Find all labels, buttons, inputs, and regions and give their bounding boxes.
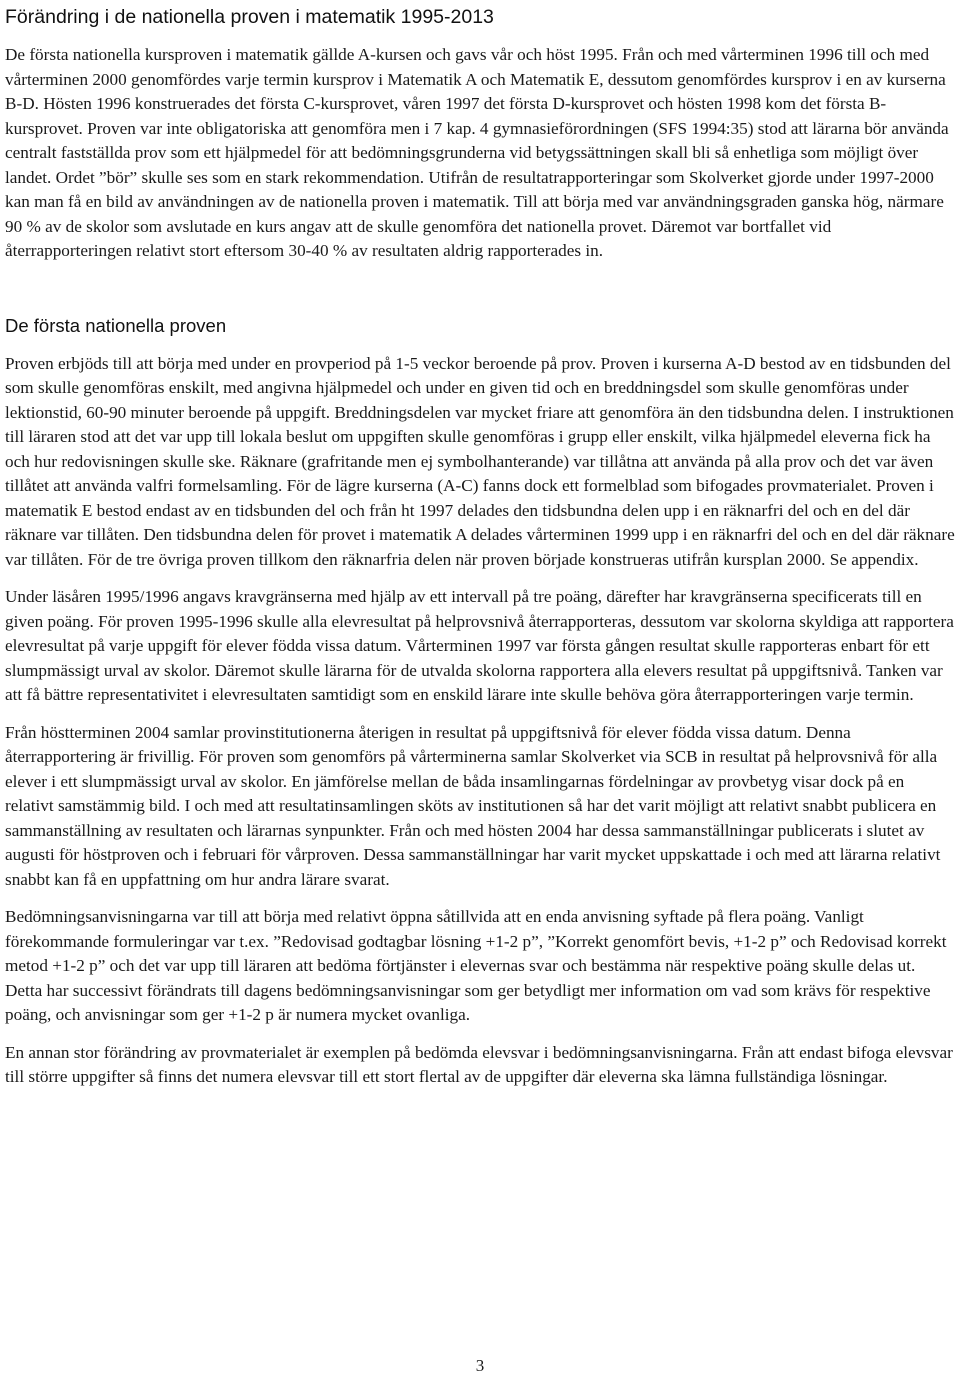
document-page [5, 0, 955, 1090]
body-paragraph-1: Proven erbjöds till att börja med under en provperiod på 1-5 veckor beroende på prov. Proven i kurserna A-D bestod av en tidsbunden del som skulle genomföras enskilt, med angivna hjälpmedel och under en given tid och en breddningsdel som skulle genomföras under lektionstid, 60-90 minuter beroende på uppgift. Breddningsdelen var mycket friare att genomföra än den tidsbundna delen. I instruktionen till läraren stod att det var upp till lokala beslut om uppgiften skulle genomföras i grupp eller enskilt, vilka hjälpmedel eleverna fick ha och hur redovisningen skulle ske. Räknare (grafritande men ej symbolhanterande) var tillåtna att använda på alla prov och det var även tillåtet att använda valfri formelsamling. För de lägre kurserna (A-C) fanns dock ett formelblad som bifogades provmaterialet. Proven i matematik E bestod endast av en tidsbunden del och från ht 1997 delades den tidsbundna delen upp i en räknarfri del och en del där räknare var tillåten. Den tidsbundna delen för provet i matematik A delades vårterminen 1999 upp i en räknarfri del och en del där räknare var tillåten. För de tre övriga proven tillkom den räknarfria delen när proven började konstrueras utifrån kursplan 2000. Se appendix. [5, 353, 955, 569]
body-paragraph-3: Från höstterminen 2004 samlar provinstitutionerna återigen in resultat på uppgiftsnivå för elever födda vissa datum. Denna återrapportering är frivillig. För proven som genomförs på vårterminerna samlar Skolverket via SCB in resultat på helprovsnivå för alla elever i ett slumpmässigt urval av skolor. En jämförelse mellan de båda insamlingarnas fördelningar av provbetyg visar dock på en relativt samstämmig bild. I och med att resultatinsamlingen sköts av institutionen så har det varit möjligt att relativt snabbt publicera en sammanställning av resultaten och lärarnas synpunkter. Från och med hösten 2004 har dessa sammanställningar publicerats i slutet av augusti för höstproven och i februari för vårproven. Dessa sammanställningar har varit mycket uppskattade i och med att lärarna relativt snabbt kan få en uppfattning om hur andra lärare svarat. [5, 722, 941, 889]
section-heading: De första nationella proven [5, 314, 227, 336]
page-number: 3 [475, 1356, 485, 1375]
body-paragraph-5: En annan stor förändring av provmaterialet är exemplen på bedömda elevsvar i bedömningsanvisningarna. Från att endast bifoga elevsvar till större uppgifter så finns det numera elevsvar till ett stort flertal av de uppgifter där eleverna ska lämna fullständiga lösningar. [5, 1042, 953, 1086]
paragraph-gap [5, 572, 955, 585]
paragraph-gap [5, 892, 955, 905]
paragraph-gap [5, 1028, 955, 1041]
body-paragraph-2: Under läsåren 1995/1996 angavs kravgränserna med hjälp av ett intervall på tre poäng, därefter har kravgränserna specificerats till en given poäng. För proven 1995-1996 skulle alla elevresultat på helprovsnivå återrapporteras, dessutom var skolorna skyldiga att rapportera elevresultat på varje uppgift för elever födda vissa datum. Vårterminen 1997 var första gången resultat skulle rapporteras enbart för ett slumpmässigt urval av skolor. Däremot skulle lärarna för de utvalda skolorna rapportera alla elevers resultat på uppgiftsnivå. Tanken var att få bättre representativitet i elevresultaten samtidigt som en enskild lärare inte skulle behöva göra återrapporteringen varje termin. [5, 587, 954, 704]
body-paragraph-4: Bedömningsanvisningarna var till att börja med relativt öppna såtillvida att en enda anvisning syftade på flera poäng. Vanligt förekommande formuleringar var t.ex. ”Redovisad godtagbar lösning +1-2 p”, ”Korrekt genomfört bevis, +1-2 p” och Redovisad korrekt metod +1-2 p” och det var upp till läraren att bedöma förtjänster i elevernas svar och bestämma när respektive poäng skulle delas ut. Detta har successivt förändrats till dagens bedömningsanvisningar som ger betydligt mer information om vad som krävs för respektive poäng, och anvisningar som ger +1-2 p är numera mycket ovanliga. [5, 907, 947, 1024]
document-title: Förändring i de nationella proven i matematik 1995-2013 [5, 6, 494, 28]
intro-paragraph: De första nationella kursproven i matematik gällde A-kursen och gavs vår och höst 1995. Från och med vårterminen 1996 till och med vårterminen 2000 genomfördes varje termin kursprov i Matematik A och Matematik E, dessutom genomfördes kursprov i en av kurserna B-D. Hösten 1996 konstruerades det första C-kursprovet, våren 1997 det första D-kursprovet och hösten 1998 kom det första B-kursprovet. Proven var inte obligatoriska att genomföra men i 7 kap. 4 gymnasieförordningen (SFS 1994:35) stod att lärarna bör använda centralt fastställda prov som ett hjälpmedel för att bedömningsgrunderna vid betygssättningen skall bli så enhetliga som möjligt över landet. Ordet ”bör” skulle ses som en stark rekommendation. Utifrån de resultatrapporteringar som Skolverket gjorde under 1997-2000 kan man få en bild av användningen av de nationella proven i matematik. Till att börja med var användningsgraden ganska hög, närmare 90 % av de skolor som avslutade en kurs angav att de skulle genomföra det nationella provet. Däremot var bortfallet vid återrapporteringen relativt stort eftersom 30-40 % av resultaten aldrig rapporterades in. [5, 45, 949, 260]
paragraph-gap [5, 708, 955, 721]
